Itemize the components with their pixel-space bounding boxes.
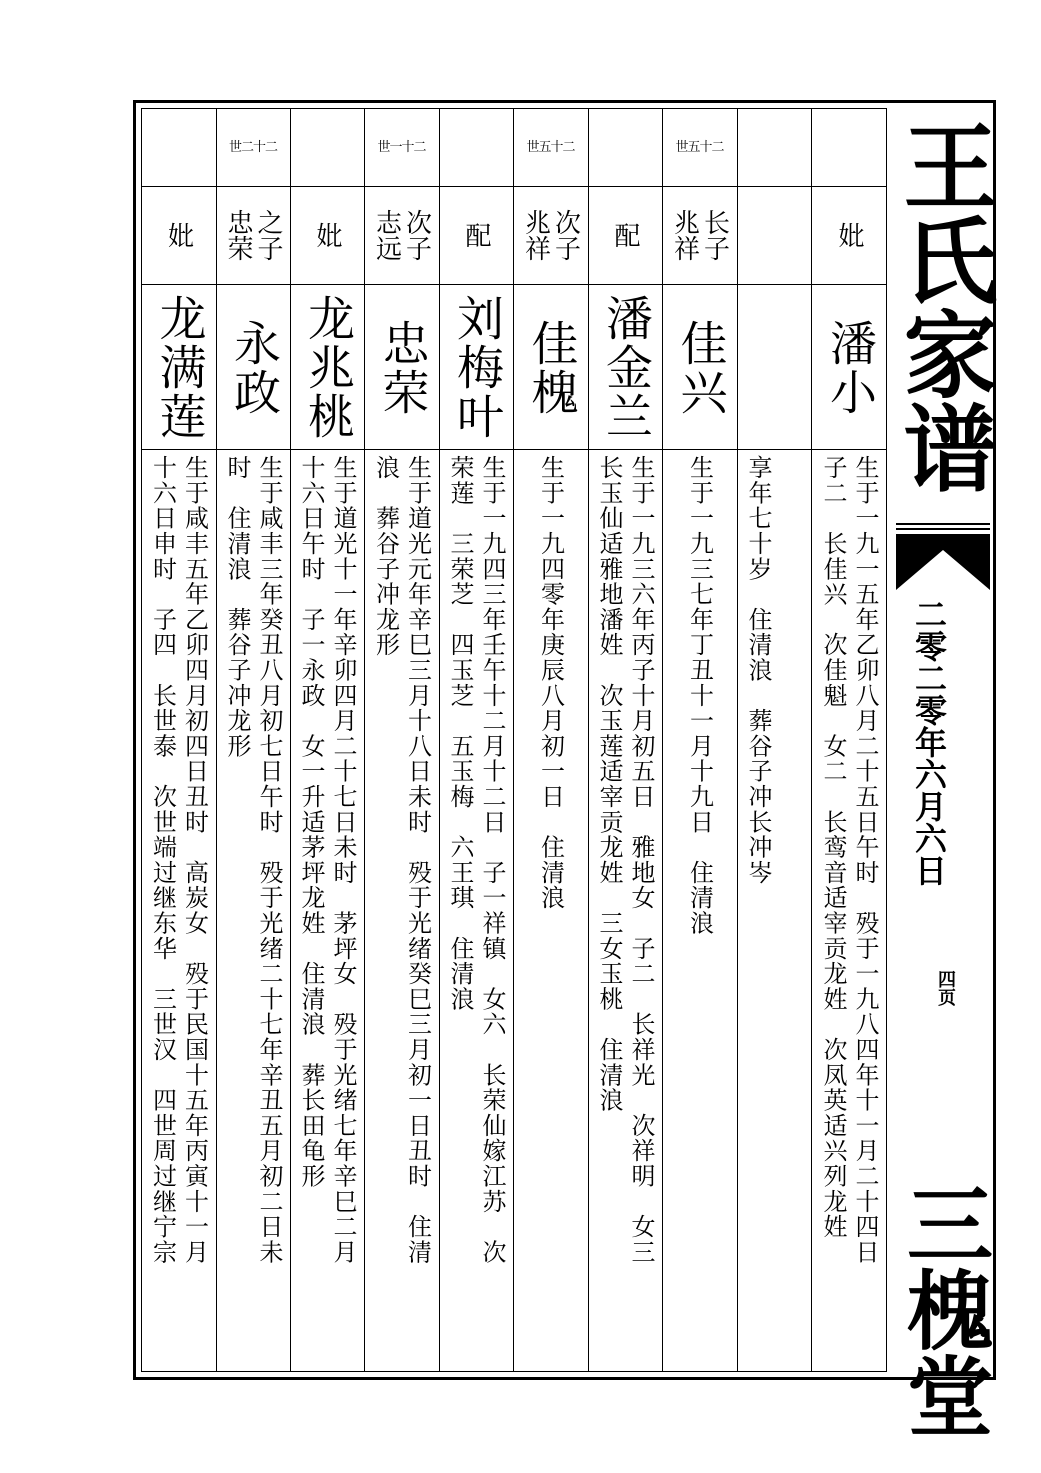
bio-cell [290, 455, 364, 1360]
divider-relation [141, 284, 887, 285]
relation-label: 妣 [163, 222, 194, 248]
name-cell [811, 290, 887, 445]
bio-cell [513, 455, 588, 1360]
relation-cell [513, 190, 588, 280]
person-bio: 生于一九一五年乙卯八月二十五日午时 殁于一九八四年十一月二十四日 子二 长佳兴 次佳魁 女二 长鸾音适宰贡龙姓 次凤英适兴列龙姓 [819, 455, 879, 1265]
person-name: 忠荣 [374, 318, 430, 417]
relation-cell [216, 190, 290, 280]
relation-cell [364, 190, 439, 280]
relation-label: 配 [461, 222, 491, 248]
generation-label: 世五十二 [526, 140, 575, 155]
generation-label: 世一十二 [377, 140, 426, 155]
publication-date: 二零二零年六月六日 [910, 598, 948, 886]
name-cell [513, 290, 588, 445]
generation-cell [662, 112, 737, 184]
hall-name: 三槐堂 [892, 1180, 993, 1438]
divider-generation [141, 186, 887, 187]
generation-cell [811, 112, 887, 184]
generation-cell [141, 112, 216, 184]
relation-label: 妣 [312, 222, 342, 248]
page-number: 四页 [935, 970, 956, 1006]
relation-label: 次子 兆祥 [520, 209, 581, 261]
person-name: 佳槐 [523, 318, 579, 417]
page-title: 王氏家谱 [887, 118, 997, 494]
relation-label: 配 [610, 222, 640, 248]
generation-cell [216, 112, 290, 184]
person-bio: 生于一九四零年庚辰八月初一日 住清浪 [536, 455, 565, 911]
generation-label: 世二十二 [228, 140, 277, 155]
person-bio: 生于咸丰五年乙卯四月初四日丑时 高炭女 殁于民国十五年丙寅十一月 十六日申时 子四 长世泰 次世端过继东华 三世汉 四世周过继宁宗 [148, 455, 209, 1265]
relation-cell [588, 190, 662, 280]
bio-cell [737, 455, 811, 1360]
bio-cell [364, 455, 439, 1360]
person-name: 刘梅叶 [449, 294, 504, 441]
bio-cell [141, 455, 216, 1360]
person-bio: 生于道光十一年辛卯四月二十七日未时 茅坪女 殁于光绪七年辛巳二月 十六日午时 子一永政 女一升适茅坪龙姓 住清浪 葬长田龟形 [297, 455, 357, 1265]
person-name: 龙满莲 [151, 294, 207, 441]
relation-cell [811, 190, 887, 280]
relation-label: 妣 [834, 222, 864, 248]
name-cell [662, 290, 737, 445]
bio-cell [216, 455, 290, 1360]
person-bio: 享年七十岁 住清浪 葬谷子冲长冲岑 [744, 455, 772, 886]
relation-label: 长子 兆祥 [669, 209, 730, 261]
person-name: 永政 [226, 318, 281, 417]
name-cell [439, 290, 513, 445]
person-bio: 生于道光元年辛巳三月十八日未时 殁于光绪癸巳三月初一日丑时 住清 浪 葬谷子冲龙形 [371, 455, 432, 1265]
divider-name [141, 449, 887, 450]
bio-cell [662, 455, 737, 1360]
person-bio: 生于一九三七年丁丑十一月十九日 住清浪 [685, 455, 714, 936]
name-cell [737, 290, 811, 445]
bio-cell [588, 455, 662, 1360]
name-cell [290, 290, 364, 445]
name-cell [588, 290, 662, 445]
person-bio: 生于咸丰三年癸丑八月初七日午时 殁于光绪二十七年辛丑五月初二日未 时 住清浪 葬谷子冲龙形 [223, 455, 283, 1265]
name-cell [141, 290, 216, 445]
relation-label: 之子 忠荣 [223, 209, 283, 261]
generation-label: 世五十二 [675, 140, 724, 155]
name-cell [216, 290, 290, 445]
person-name: 龙兆桃 [300, 294, 355, 441]
generation-cell [364, 112, 439, 184]
person-bio: 生于一九四三年壬午十二月十二日 子一祥镇 女六 长荣仙嫁江苏 次 荣莲 三荣芝 四玉芝 五玉梅 六王琪 住清浪 [446, 455, 506, 1265]
person-name: 潘金兰 [598, 294, 653, 441]
bio-cell [811, 455, 887, 1360]
relation-cell [290, 190, 364, 280]
person-name: 潘小 [822, 318, 877, 417]
generation-cell [588, 112, 662, 184]
generation-cell [290, 112, 364, 184]
relation-cell [737, 190, 811, 280]
relation-label: 次子 志远 [371, 209, 432, 261]
relation-cell [141, 190, 216, 280]
person-bio: 生于一九三六年丙子十月初五日 雅地女 子二 长祥光 次祥明 女三 长玉仙适雅地潘姓 次玉莲适宰贡龙姓 三女玉桃 住清浪 [595, 455, 655, 1265]
bio-cell [439, 455, 513, 1360]
relation-cell [439, 190, 513, 280]
fishtail-ornament-icon [892, 522, 992, 592]
name-cell [364, 290, 439, 445]
relation-cell [662, 190, 737, 280]
generation-cell [439, 112, 513, 184]
person-name: 佳兴 [672, 318, 728, 417]
generation-cell [737, 112, 811, 184]
generation-cell [513, 112, 588, 184]
